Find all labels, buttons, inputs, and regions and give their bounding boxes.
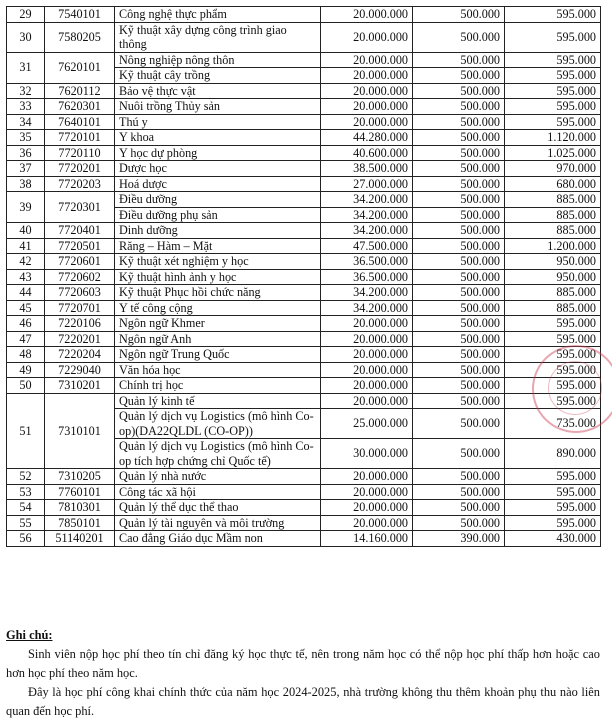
row-number: 48 (7, 347, 45, 363)
program-name: Hoá dược (115, 176, 321, 192)
program-name: Kỹ thuật xây dựng công trình giao thông (115, 22, 321, 52)
row-number: 52 (7, 469, 45, 485)
row-number: 54 (7, 500, 45, 516)
annual-fee: 27.000.000 (321, 176, 413, 192)
credit-fee-alt: 595.000 (505, 484, 601, 500)
annual-fee: 20.000.000 (321, 316, 413, 332)
credit-fee: 500.000 (413, 161, 505, 177)
row-number: 43 (7, 269, 45, 285)
credit-fee: 390.000 (413, 531, 505, 547)
credit-fee-alt: 595.000 (505, 469, 601, 485)
credit-fee: 500.000 (413, 223, 505, 239)
credit-fee-alt: 735.000 (505, 409, 601, 439)
credit-fee: 500.000 (413, 515, 505, 531)
credit-fee-alt: 890.000 (505, 439, 601, 469)
program-code: 7720203 (45, 176, 115, 192)
row-number: 53 (7, 484, 45, 500)
annual-fee: 20.000.000 (321, 347, 413, 363)
credit-fee-alt: 885.000 (505, 223, 601, 239)
program-code: 7850101 (45, 515, 115, 531)
row-number: 33 (7, 99, 45, 115)
row-number: 34 (7, 114, 45, 130)
row-number: 49 (7, 362, 45, 378)
program-code: 7640101 (45, 114, 115, 130)
row-number: 42 (7, 254, 45, 270)
table-row (7, 99, 601, 115)
program-name: Y khoa (115, 130, 321, 146)
table-row (7, 192, 601, 208)
row-number: 47 (7, 331, 45, 347)
credit-fee-alt: 885.000 (505, 207, 601, 223)
program-name: Kỹ thuật hình ảnh y học (115, 269, 321, 285)
program-code: 7220106 (45, 316, 115, 332)
table-row (7, 145, 601, 161)
annual-fee: 20.000.000 (321, 515, 413, 531)
program-name: Nuôi trồng Thủy sản (115, 99, 321, 115)
credit-fee: 500.000 (413, 238, 505, 254)
program-name: Điều dưỡng (115, 192, 321, 208)
table-row (7, 515, 601, 531)
annual-fee: 25.000.000 (321, 409, 413, 439)
program-code: 7620112 (45, 83, 115, 99)
credit-fee: 500.000 (413, 83, 505, 99)
credit-fee: 500.000 (413, 192, 505, 208)
program-code: 7220204 (45, 347, 115, 363)
program-code: 7310101 (45, 393, 115, 469)
credit-fee: 500.000 (413, 130, 505, 146)
credit-fee: 500.000 (413, 68, 505, 84)
row-number: 32 (7, 83, 45, 99)
row-number: 36 (7, 145, 45, 161)
credit-fee: 500.000 (413, 7, 505, 23)
credit-fee-alt: 595.000 (505, 500, 601, 516)
program-code: 7760101 (45, 484, 115, 500)
annual-fee: 20.000.000 (321, 114, 413, 130)
program-code: 7720301 (45, 192, 115, 223)
credit-fee: 500.000 (413, 145, 505, 161)
credit-fee: 500.000 (413, 439, 505, 469)
program-code: 51140201 (45, 531, 115, 547)
credit-fee-alt: 885.000 (505, 192, 601, 208)
program-name: Ngôn ngữ Trung Quốc (115, 347, 321, 363)
table-row (7, 22, 601, 52)
program-name: Quản lý thể dục thể thao (115, 500, 321, 516)
row-number: 30 (7, 22, 45, 52)
program-name: Kỹ thuật xét nghiệm y học (115, 254, 321, 270)
row-number: 37 (7, 161, 45, 177)
annual-fee: 14.160.000 (321, 531, 413, 547)
program-name: Ngôn ngữ Anh (115, 331, 321, 347)
notes-title: Ghi chú: (6, 628, 53, 642)
program-name: Quản lý nhà nước (115, 469, 321, 485)
table-row (7, 238, 601, 254)
table-row (7, 285, 601, 301)
program-code: 7720401 (45, 223, 115, 239)
row-number: 31 (7, 52, 45, 83)
credit-fee: 500.000 (413, 362, 505, 378)
table-row (7, 300, 601, 316)
credit-fee: 500.000 (413, 409, 505, 439)
row-number: 44 (7, 285, 45, 301)
program-code: 7540101 (45, 7, 115, 23)
annual-fee: 20.000.000 (321, 22, 413, 52)
program-name: Nông nghiệp nông thôn (115, 52, 321, 68)
tuition-fee-table (6, 6, 601, 547)
table-row (7, 362, 601, 378)
credit-fee-alt: 1.025.000 (505, 145, 601, 161)
program-code: 7720110 (45, 145, 115, 161)
annual-fee: 36.500.000 (321, 269, 413, 285)
credit-fee: 500.000 (413, 22, 505, 52)
credit-fee: 500.000 (413, 300, 505, 316)
credit-fee: 500.000 (413, 469, 505, 485)
annual-fee: 44.280.000 (321, 130, 413, 146)
credit-fee: 500.000 (413, 114, 505, 130)
credit-fee: 500.000 (413, 500, 505, 516)
credit-fee-alt: 595.000 (505, 393, 601, 409)
annual-fee: 40.600.000 (321, 145, 413, 161)
table-row (7, 347, 601, 363)
credit-fee-alt: 595.000 (505, 515, 601, 531)
program-name: Quản lý tài nguyên và môi trường (115, 515, 321, 531)
credit-fee: 500.000 (413, 484, 505, 500)
program-code: 7310201 (45, 378, 115, 394)
program-code: 7310205 (45, 469, 115, 485)
program-name: Văn hóa học (115, 362, 321, 378)
table-row (7, 130, 601, 146)
program-name: Chính trị học (115, 378, 321, 394)
annual-fee: 20.000.000 (321, 362, 413, 378)
credit-fee-alt: 680.000 (505, 176, 601, 192)
program-name: Y học dự phòng (115, 145, 321, 161)
program-code: 7720701 (45, 300, 115, 316)
program-name: Công tác xã hội (115, 484, 321, 500)
annual-fee: 20.000.000 (321, 68, 413, 84)
program-code: 7229040 (45, 362, 115, 378)
credit-fee-alt: 1.200.000 (505, 238, 601, 254)
table-row (7, 331, 601, 347)
table-row (7, 176, 601, 192)
row-number: 39 (7, 192, 45, 223)
credit-fee-alt: 595.000 (505, 22, 601, 52)
annual-fee: 20.000.000 (321, 469, 413, 485)
credit-fee-alt: 595.000 (505, 378, 601, 394)
annual-fee: 34.200.000 (321, 192, 413, 208)
row-number: 40 (7, 223, 45, 239)
program-code: 7580205 (45, 22, 115, 52)
table-row (7, 114, 601, 130)
table-row (7, 378, 601, 394)
credit-fee: 500.000 (413, 331, 505, 347)
annual-fee: 36.500.000 (321, 254, 413, 270)
row-number: 46 (7, 316, 45, 332)
table-row (7, 161, 601, 177)
program-name: Răng – Hàm – Mặt (115, 238, 321, 254)
credit-fee-alt: 595.000 (505, 316, 601, 332)
table-row (7, 269, 601, 285)
annual-fee: 20.000.000 (321, 52, 413, 68)
annual-fee: 20.000.000 (321, 393, 413, 409)
annual-fee: 34.200.000 (321, 223, 413, 239)
program-code: 7720603 (45, 285, 115, 301)
program-name: Công nghệ thực phẩm (115, 7, 321, 23)
row-number: 45 (7, 300, 45, 316)
credit-fee: 500.000 (413, 176, 505, 192)
credit-fee-alt: 595.000 (505, 83, 601, 99)
row-number: 56 (7, 531, 45, 547)
program-name: Ngôn ngữ Khmer (115, 316, 321, 332)
credit-fee-alt: 950.000 (505, 269, 601, 285)
credit-fee-alt: 1.120.000 (505, 130, 601, 146)
table-row (7, 7, 601, 23)
credit-fee: 500.000 (413, 393, 505, 409)
row-number: 29 (7, 7, 45, 23)
program-code: 7720601 (45, 254, 115, 270)
row-number: 50 (7, 378, 45, 394)
notes-paragraph-2: Đây là học phí công khai chính thức của năm học 2024-2025, nhà trường không thu thêm khoản phụ thu nào liên quan đến học phí. (6, 685, 600, 718)
credit-fee: 500.000 (413, 207, 505, 223)
table-row (7, 484, 601, 500)
program-code: 7720201 (45, 161, 115, 177)
program-code: 7220201 (45, 331, 115, 347)
annual-fee: 34.200.000 (321, 285, 413, 301)
credit-fee: 500.000 (413, 316, 505, 332)
program-code: 7720602 (45, 269, 115, 285)
annual-fee: 20.000.000 (321, 500, 413, 516)
credit-fee-alt: 595.000 (505, 99, 601, 115)
program-name: Y tế công cộng (115, 300, 321, 316)
notes-paragraph-1: Sinh viên nộp học phí theo tín chỉ đăng ký học thực tế, nên trong năm học có thể nộp học phí thấp hơn hoặc cao hơn học phí theo năm học. (6, 647, 600, 680)
program-code: 7720101 (45, 130, 115, 146)
program-name: Cao đẳng Giáo dục Mầm non (115, 531, 321, 547)
credit-fee-alt: 950.000 (505, 254, 601, 270)
table-row (7, 83, 601, 99)
credit-fee-alt: 595.000 (505, 362, 601, 378)
annual-fee: 34.200.000 (321, 300, 413, 316)
credit-fee: 500.000 (413, 347, 505, 363)
annual-fee: 20.000.000 (321, 484, 413, 500)
program-code: 7620101 (45, 52, 115, 83)
notes-section (6, 626, 600, 721)
program-name: Dược học (115, 161, 321, 177)
program-name: Thú y (115, 114, 321, 130)
table-row (7, 223, 601, 239)
credit-fee: 500.000 (413, 378, 505, 394)
program-name: Quản lý kinh tế (115, 393, 321, 409)
row-number: 35 (7, 130, 45, 146)
table-row (7, 469, 601, 485)
program-code: 7620301 (45, 99, 115, 115)
credit-fee: 500.000 (413, 285, 505, 301)
table-row (7, 254, 601, 270)
program-code: 7720501 (45, 238, 115, 254)
row-number: 51 (7, 393, 45, 469)
program-name: Điều dưỡng phụ sản (115, 207, 321, 223)
annual-fee: 30.000.000 (321, 439, 413, 469)
annual-fee: 20.000.000 (321, 7, 413, 23)
annual-fee: 20.000.000 (321, 331, 413, 347)
program-code: 7810301 (45, 500, 115, 516)
program-name: Kỹ thuật Phục hồi chức năng (115, 285, 321, 301)
table-row (7, 393, 601, 409)
credit-fee-alt: 595.000 (505, 114, 601, 130)
table-row (7, 531, 601, 547)
annual-fee: 38.500.000 (321, 161, 413, 177)
credit-fee-alt: 885.000 (505, 285, 601, 301)
annual-fee: 47.500.000 (321, 238, 413, 254)
credit-fee-alt: 595.000 (505, 68, 601, 84)
table-row (7, 316, 601, 332)
credit-fee: 500.000 (413, 254, 505, 270)
credit-fee: 500.000 (413, 269, 505, 285)
program-name: Quản lý dịch vụ Logistics (mô hình Co-op tích hợp chứng chỉ Quốc tế) (115, 439, 321, 469)
program-name: Quản lý dịch vụ Logistics (mô hình Co-op)(DA22QLDL (CO-OP)) (115, 409, 321, 439)
program-name: Kỹ thuật cây trồng (115, 68, 321, 84)
credit-fee-alt: 595.000 (505, 52, 601, 68)
credit-fee-alt: 970.000 (505, 161, 601, 177)
row-number: 55 (7, 515, 45, 531)
row-number: 41 (7, 238, 45, 254)
credit-fee-alt: 430.000 (505, 531, 601, 547)
credit-fee-alt: 595.000 (505, 331, 601, 347)
credit-fee-alt: 885.000 (505, 300, 601, 316)
annual-fee: 20.000.000 (321, 99, 413, 115)
credit-fee: 500.000 (413, 52, 505, 68)
annual-fee: 20.000.000 (321, 378, 413, 394)
program-name: Bảo vệ thực vật (115, 83, 321, 99)
credit-fee-alt: 595.000 (505, 7, 601, 23)
annual-fee: 20.000.000 (321, 83, 413, 99)
table-row (7, 52, 601, 68)
program-name: Dinh dưỡng (115, 223, 321, 239)
credit-fee-alt: 595.000 (505, 347, 601, 363)
table-row (7, 500, 601, 516)
row-number: 38 (7, 176, 45, 192)
annual-fee: 34.200.000 (321, 207, 413, 223)
credit-fee: 500.000 (413, 99, 505, 115)
